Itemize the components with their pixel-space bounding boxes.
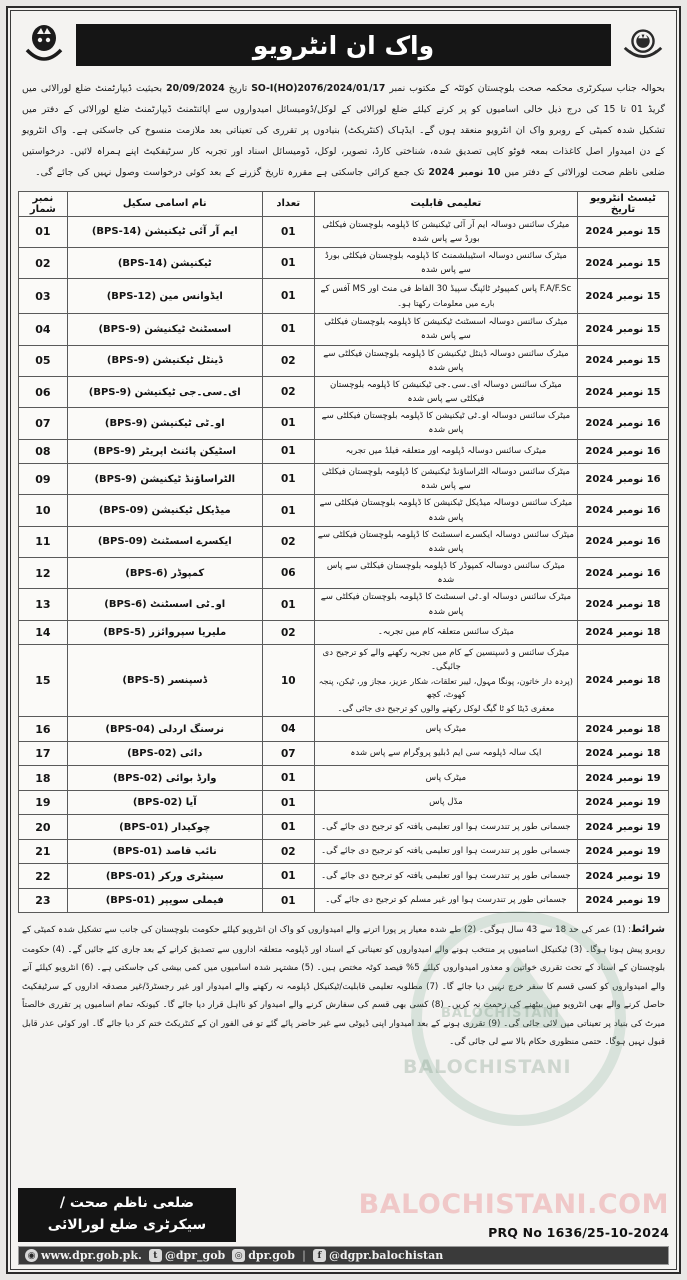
- facebook-label: @dgpr.balochistan: [328, 1249, 444, 1262]
- instagram-icon: ◎: [232, 1249, 245, 1262]
- cell-serial-number: 20: [19, 815, 68, 840]
- vacancies-table-body: [19, 216, 669, 913]
- cell-post-name: او۔ٹی اسسٹنٹ (BPS-6): [67, 589, 262, 620]
- site-brand-watermark: BALOCHISTANI.COM: [358, 1189, 669, 1220]
- cell-serial-number: 04: [19, 314, 68, 345]
- website-link[interactable]: [25, 1249, 142, 1262]
- cell-serial-number: 14: [19, 620, 68, 645]
- intro-text-2: بحیثیت ڈیپارٹمنٹ ضلع لورالائی میں گریڈ 01 تا 15 کی درج ذیل خالی اسامیوں کو پر کرنے کیلئے ضلع لورالائی کے لوکل/ڈومیسائل امیدواروں سے اپائنٹمنٹ ڈیپارٹمنٹ ضلع لورالائی کے دفتر میں تشکیل شدہ کمیٹی کے روبرو واک ان انٹرویو منعقد ہوں گے۔ ایڈہاک (کنٹریکٹ) بنیادوں پر تقرری کی تعیناتی بعد ملازمت منسوخ کی جاسکتی ہے۔ واک انٹرویو کے دن امیدوار اصل کاغذات بمعہ فوٹو کاپی تصدیق شدہ، شناختی کارڈ، تصویر، لوکل، ڈومیسائل اسناد اور تجربہ کار سرٹیفکیٹ اپنے ہمراہ لائیں۔ درخواستیں ضلعی ناظم صحت لورالائی کے دفتر میں: [22, 83, 665, 178]
- twitter-link[interactable]: [149, 1249, 225, 1262]
- conditions-section: [18, 913, 669, 1180]
- cell-qualification: میٹرک سائنس دوسالہ اسٹیبلشمنٹ کا ڈپلومہ بلوچستان فیکلٹی بورڈ سے پاس شدہ: [314, 247, 577, 278]
- intro-text-1: بحوالہ جناب سیکرٹری محکمہ صحت بلوچستان کوئٹہ کے مکتوب نمبر: [389, 83, 666, 94]
- footer: [18, 1180, 669, 1242]
- social-separator: |: [301, 1249, 306, 1262]
- cell-quantity: 01: [262, 790, 314, 815]
- twitter-icon: t: [149, 1249, 162, 1262]
- cell-qualification: میٹرک سائنس دوسالہ او۔ٹی اسسٹنٹ کا ڈپلومہ بلوچستان فیکلٹی سے پاس شدہ: [314, 589, 577, 620]
- column-header-post: نام اسامی سکیل: [67, 191, 262, 216]
- cell-post-name: او۔ٹی ٹیکنیشن (BPS-9): [67, 408, 262, 439]
- cell-qualification: میٹرک پاس: [314, 717, 577, 742]
- cell-post-name: ڈینٹل ٹیکنیشن (BPS-9): [67, 345, 262, 376]
- table-row: [19, 815, 669, 840]
- cell-quantity: 01: [262, 216, 314, 247]
- intro-ref-date-label: تاریخ: [228, 83, 248, 94]
- cell-quantity: 01: [262, 864, 314, 889]
- cell-quantity: 01: [262, 589, 314, 620]
- cell-post-name: اسسٹنٹ ٹیکنیشن (BPS-9): [67, 314, 262, 345]
- cell-quantity: 06: [262, 558, 314, 589]
- cell-qualification: مڈل پاس: [314, 790, 577, 815]
- column-header-qualification: تعلیمی قابلیت: [314, 191, 577, 216]
- cell-interview-date: 18 نومبر 2024: [578, 717, 669, 742]
- cell-serial-number: 08: [19, 439, 68, 464]
- cell-quantity: 04: [262, 717, 314, 742]
- cell-quantity: 01: [262, 464, 314, 495]
- globe-icon: ◉: [25, 1249, 38, 1262]
- cell-post-name: نرسنگ اردلی (BPS-04): [67, 717, 262, 742]
- cell-interview-date: 19 نومبر 2024: [578, 839, 669, 864]
- twitter-label: @dpr_gob: [164, 1249, 226, 1262]
- cell-qualification: میٹرک سائنس دوسالہ الٹراساؤنڈ ٹیکنیشن کا ڈپلومہ بلوچستان فیکلٹی سے پاس شدہ: [314, 464, 577, 495]
- cell-interview-date: 16 نومبر 2024: [578, 464, 669, 495]
- cell-qualification: جسمانی طور پر تندرست ہوا اور غیر مسلم کو ترجیح دی جائے گی۔: [314, 888, 577, 913]
- inner-border: [10, 10, 677, 1270]
- conditions-text: (1) عمر کی حد 18 سے 43 سال ہوگی۔ (2) طے شدہ معیار پر پورا اترنے والے امیدواروں کو واک ان انٹرویو کیلئے حکومت بلوچستان کی جانب سے تشکیل شدہ کمیٹی کے روبرو پیش ہونا ہوگا۔ (3) ٹیکنیکل اسامیوں پر منتخب ہونے والے امیدواروں کو تعیناتی کے اسناد اور ڈپلومہ متعلقہ اداروں سے تصدیق کرانے کے بعد جاری کئے جائیں گے۔ (4) حکومت بلوچستان کے اسناد کے تحت تقرری خواتین و معذور امیدواروں کیلئے 5% فیصد کوٹہ مختص ہیں۔ (5) مشتہر شدہ اسامیوں میں کمی بیشی کی جاسکتی ہے۔ (6) انٹرویو کیلئے آنے والے امیدواروں کو کسی قسم کا سفر خرچ نہیں دیا جائے گا۔ (7) مطلوبہ تعلیمی قابلیت/ٹیکنیکل ڈپلومہ نہ رکھنے والے امیدوار اور غیر رجسٹرڈ/غیر مصدقہ اداروں کے سرٹیفکیٹ حاصل کرنے والے بھی انٹرویو میں بیٹھنے کی زحمت نہ کریں۔ (8) کسی بھی قسم کی سفارش کرنے والے امیدوار کو نااہل قرار دیا جائے گا۔ کیونکہ تمام اسامیوں پر تقرری خالصتاً میرٹ کی بنیاد پر تعیناتی میں لائی جائی گی۔ (9) تقرری ہونے کے بعد امیدوار اپنی ڈیوٹی سے غیر حاضر پائے گئے تو فی الفور ان کے کنٹریکٹ ختم کر دیا جائے گا۔ اور کوئی عذر قابل قبول نہیں ہوگا۔ حتمی منظوری حکام بالا سے لی جائی گی۔: [22, 925, 666, 1048]
- cell-qualification: میٹرک پاس: [314, 766, 577, 791]
- cell-post-name: ٹیکنیشن (BPS-14): [67, 247, 262, 278]
- cell-interview-date: 16 نومبر 2024: [578, 439, 669, 464]
- cell-serial-number: 02: [19, 247, 68, 278]
- cell-interview-date: 15 نومبر 2024: [578, 279, 669, 314]
- watermark-text-lower: BALOCHISTANI: [403, 1056, 572, 1078]
- cell-post-name: فیملی سویپر (BPS-01): [67, 888, 262, 913]
- cell-interview-date: 19 نومبر 2024: [578, 790, 669, 815]
- cell-qualification: F.A/F.Sc پاس کمپیوٹر ٹائپنگ سپیڈ 30 الفاظ فی منٹ اور MS آفس کے بارے میں معلومات رکھتا ہو۔: [314, 279, 577, 314]
- facebook-icon: f: [313, 1249, 326, 1262]
- cell-interview-date: 15 نومبر 2024: [578, 345, 669, 376]
- cell-serial-number: 17: [19, 741, 68, 766]
- conditions-colon: :: [625, 925, 632, 936]
- cell-quantity: 01: [262, 888, 314, 913]
- header: [18, 16, 669, 74]
- table-row: [19, 247, 669, 278]
- cell-serial-number: 03: [19, 279, 68, 314]
- cell-quantity: 07: [262, 741, 314, 766]
- table-row: [19, 464, 669, 495]
- table-row: [19, 839, 669, 864]
- cell-qualification: میٹرک سائنس و ڈسپنسین کے کام میں تجربہ رکھنے والے کو ترجیح دی جائیگی۔ (پردہ دار خاتون، پونگا مہول، لیبر تعلقات، شکار عزیز، مجاز ور، ٹیکن، پنجہ کھوٹ، کچھ معقری ڈیٹا کو ٹا گیگ لوکل رکھنے والوں کو ترجیح دی جائی گی۔: [314, 645, 577, 717]
- watermark-text-upper: BALOCHISTANI: [441, 1006, 561, 1021]
- cell-serial-number: 15: [19, 645, 68, 717]
- footer-right: [236, 1186, 669, 1242]
- outer-border: [6, 6, 681, 1274]
- cell-post-name: سینٹری ورکر (BPS-01): [67, 864, 262, 889]
- intro-text-3: تک جمع کرائی جاسکتی ہے مقررہ تاریخ گزرنے کے بعد کوئی درخواست وصول نہیں کی جائے گی۔: [35, 166, 425, 178]
- cell-post-name: ملیریا سپروائزر (BPS-5): [67, 620, 262, 645]
- website-label: www.dpr.gob.pk.: [41, 1249, 142, 1262]
- cell-interview-date: 19 نومبر 2024: [578, 815, 669, 840]
- cell-serial-number: 22: [19, 864, 68, 889]
- cell-serial-number: 19: [19, 790, 68, 815]
- cell-serial-number: 07: [19, 408, 68, 439]
- cell-post-name: ڈسپنسر (BPS-5): [67, 645, 262, 717]
- cell-qualification: میٹرک سائنس دوسالہ ڈپلومہ اور متعلقہ فیلڈ میں تجربہ: [314, 439, 577, 464]
- cell-interview-date: 15 نومبر 2024: [578, 314, 669, 345]
- cell-serial-number: 12: [19, 558, 68, 589]
- column-header-quantity: تعداد: [262, 191, 314, 216]
- intro-paragraph: [18, 74, 669, 191]
- cell-quantity: 01: [262, 439, 314, 464]
- column-header-serial: نمبر شمار: [19, 191, 68, 216]
- cell-quantity: 01: [262, 247, 314, 278]
- cell-post-name: ایم آر آئی ٹیکنیشن (BPS-14): [67, 216, 262, 247]
- cell-qualification: جسمانی طور پر تندرست ہوا اور تعلیمی یافتہ کو ترجیح دی جائے گی۔: [314, 864, 577, 889]
- cell-qualification: میٹرک سائنس دوسالہ ای۔سی۔جی ٹیکنیشن کا ڈپلومہ بلوچستان فیکلٹی سے پاس شدہ: [314, 376, 577, 407]
- table-row: [19, 790, 669, 815]
- table-row: [19, 589, 669, 620]
- cell-qualification: جسمانی طور پر تندرست ہوا اور تعلیمی یافتہ کو ترجیح دی جائے گی۔: [314, 815, 577, 840]
- balochistan-government-emblem-icon: [18, 19, 70, 71]
- health-department-emblem-icon: [617, 19, 669, 71]
- cell-post-name: ایڈوانس مین (BPS-12): [67, 279, 262, 314]
- cell-interview-date: 16 نومبر 2024: [578, 526, 669, 557]
- table-row: [19, 279, 669, 314]
- table-row: [19, 766, 669, 791]
- cell-post-name: میڈیکل ٹیکنیشن (BPS-09): [67, 495, 262, 526]
- cell-interview-date: 16 نومبر 2024: [578, 495, 669, 526]
- cell-quantity: 10: [262, 645, 314, 717]
- table-row: [19, 439, 669, 464]
- cell-serial-number: 13: [19, 589, 68, 620]
- cell-qualification: میٹرک سائنس دوسالہ ایم آر آئی ٹیکنیشن کا ڈپلومہ بلوچستان فیکلٹی بورڈ سے پاس شدہ: [314, 216, 577, 247]
- cell-interview-date: 19 نومبر 2024: [578, 766, 669, 791]
- table-row: [19, 495, 669, 526]
- cell-interview-date: 16 نومبر 2024: [578, 408, 669, 439]
- cell-serial-number: 05: [19, 345, 68, 376]
- table-row: [19, 620, 669, 645]
- cell-serial-number: 18: [19, 766, 68, 791]
- cell-post-name: دائی (BPS-02): [67, 741, 262, 766]
- social-media-bar: [18, 1246, 669, 1265]
- intro-ref-date: 20/09/2024: [166, 83, 225, 94]
- cell-post-name: آیا (BPS-02): [67, 790, 262, 815]
- prq-number: PRQ No 1636/25-10-2024: [488, 1225, 669, 1240]
- instagram-link[interactable]: [232, 1249, 295, 1262]
- table-row: [19, 558, 669, 589]
- cell-quantity: 02: [262, 620, 314, 645]
- cell-quantity: 01: [262, 408, 314, 439]
- cell-post-name: الٹراساؤنڈ ٹیکنیشن (BPS-9): [67, 464, 262, 495]
- table-row: [19, 864, 669, 889]
- main-title-banner: [76, 24, 611, 66]
- vacancies-table: [18, 191, 669, 914]
- cell-post-name: نائب قاصد (BPS-01): [67, 839, 262, 864]
- table-row: [19, 526, 669, 557]
- cell-post-name: ایکسرے اسسٹنٹ (BPS-09): [67, 526, 262, 557]
- cell-interview-date: 15 نومبر 2024: [578, 216, 669, 247]
- cell-post-name: چوکیدار (BPS-01): [67, 815, 262, 840]
- cell-quantity: 02: [262, 376, 314, 407]
- column-header-date: ٹیسٹ انٹرویو تاریخ: [578, 191, 669, 216]
- cell-qualification: میٹرک سائنس دوسالہ اسسٹنٹ ٹیکنیشن کا ڈپلومہ بلوچستان فیکلٹی سے پاس شدہ: [314, 314, 577, 345]
- cell-serial-number: 11: [19, 526, 68, 557]
- issuing-authority-box: [18, 1188, 236, 1242]
- table-row: [19, 408, 669, 439]
- table-row: [19, 376, 669, 407]
- cell-qualification: میٹرک سائنس دوسالہ او۔ٹی ٹیکنیشن کا ڈپلومہ بلوچستان فیکلٹی سے پاس شدہ: [314, 408, 577, 439]
- cell-quantity: 01: [262, 314, 314, 345]
- cell-quantity: 02: [262, 526, 314, 557]
- intro-deadline: 10 نومبر 2024: [428, 166, 501, 178]
- cell-interview-date: 18 نومبر 2024: [578, 645, 669, 717]
- facebook-link[interactable]: [313, 1249, 443, 1262]
- cell-quantity: 01: [262, 766, 314, 791]
- table-row: [19, 216, 669, 247]
- table-row: [19, 345, 669, 376]
- cell-qualification: میٹرک سائنس دوسالہ ایکسرے اسسٹنٹ کا ڈپلومہ بلوچستان فیکلٹی سے پاس شدہ: [314, 526, 577, 557]
- cell-serial-number: 10: [19, 495, 68, 526]
- cell-serial-number: 21: [19, 839, 68, 864]
- cell-serial-number: 23: [19, 888, 68, 913]
- cell-post-name: ای۔سی۔جی ٹیکنیشن (BPS-9): [67, 376, 262, 407]
- cell-qualification: میٹرک سائنس دوسالہ کمپوڈر کا ڈپلومہ بلوچستان فیکلٹی سے پاس شدہ: [314, 558, 577, 589]
- cell-interview-date: 16 نومبر 2024: [578, 558, 669, 589]
- table-row: [19, 645, 669, 717]
- cell-post-name: وارڈ بوائی (BPS-02): [67, 766, 262, 791]
- table-row: [19, 888, 669, 913]
- cell-qualification: ایک سالہ ڈپلومہ سی ایم ڈبلیو پروگرام سے پاس شدہ: [314, 741, 577, 766]
- conditions-label: شرائط: [631, 924, 665, 936]
- cell-serial-number: 16: [19, 717, 68, 742]
- cell-interview-date: 18 نومبر 2024: [578, 620, 669, 645]
- table-row: [19, 741, 669, 766]
- cell-serial-number: 09: [19, 464, 68, 495]
- cell-serial-number: 01: [19, 216, 68, 247]
- authority-line-1: ضلعی ناظم صحت /: [59, 1195, 195, 1212]
- cell-interview-date: 18 نومبر 2024: [578, 741, 669, 766]
- cell-interview-date: 15 نومبر 2024: [578, 247, 669, 278]
- cell-post-name: اسٹیکن پائنٹ اپریٹر (BPS-9): [67, 439, 262, 464]
- cell-interview-date: 15 نومبر 2024: [578, 376, 669, 407]
- cell-quantity: 01: [262, 495, 314, 526]
- intro-ref-no: SO-I(HO)2076/2024/01/17: [251, 83, 386, 94]
- cell-quantity: 02: [262, 839, 314, 864]
- cell-interview-date: 18 نومبر 2024: [578, 589, 669, 620]
- cell-quantity: 01: [262, 279, 314, 314]
- cell-quantity: 01: [262, 815, 314, 840]
- cell-post-name: کمپوڈر (BPS-6): [67, 558, 262, 589]
- cell-qualification: میٹرک سائنس متعلقہ کام میں تجربہ۔: [314, 620, 577, 645]
- page-title: واک ان انٹرویو: [252, 30, 435, 60]
- cell-interview-date: 19 نومبر 2024: [578, 864, 669, 889]
- authority-line-2: سیکرٹری ضلع لورالائی: [47, 1217, 207, 1233]
- cell-qualification: میٹرک سائنس دوسالہ میڈیکل ٹیکنیشن کا ڈپلومہ بلوچستان فیکلٹی سے پاس شدہ: [314, 495, 577, 526]
- table-row: [19, 717, 669, 742]
- cell-interview-date: 19 نومبر 2024: [578, 888, 669, 913]
- cell-qualification: میٹرک سائنس دوسالہ ڈینٹل ٹیکنیشن کا ڈپلومہ بلوچستان فیکلٹی سے پاس شدہ: [314, 345, 577, 376]
- cell-qualification: جسمانی طور پر تندرست ہوا اور تعلیمی یافتہ کو ترجیح دی جائے گی۔: [314, 839, 577, 864]
- table-row: [19, 314, 669, 345]
- instagram-label: dpr.gob: [248, 1249, 295, 1262]
- cell-serial-number: 06: [19, 376, 68, 407]
- table-header-row: [19, 191, 669, 216]
- cell-quantity: 02: [262, 345, 314, 376]
